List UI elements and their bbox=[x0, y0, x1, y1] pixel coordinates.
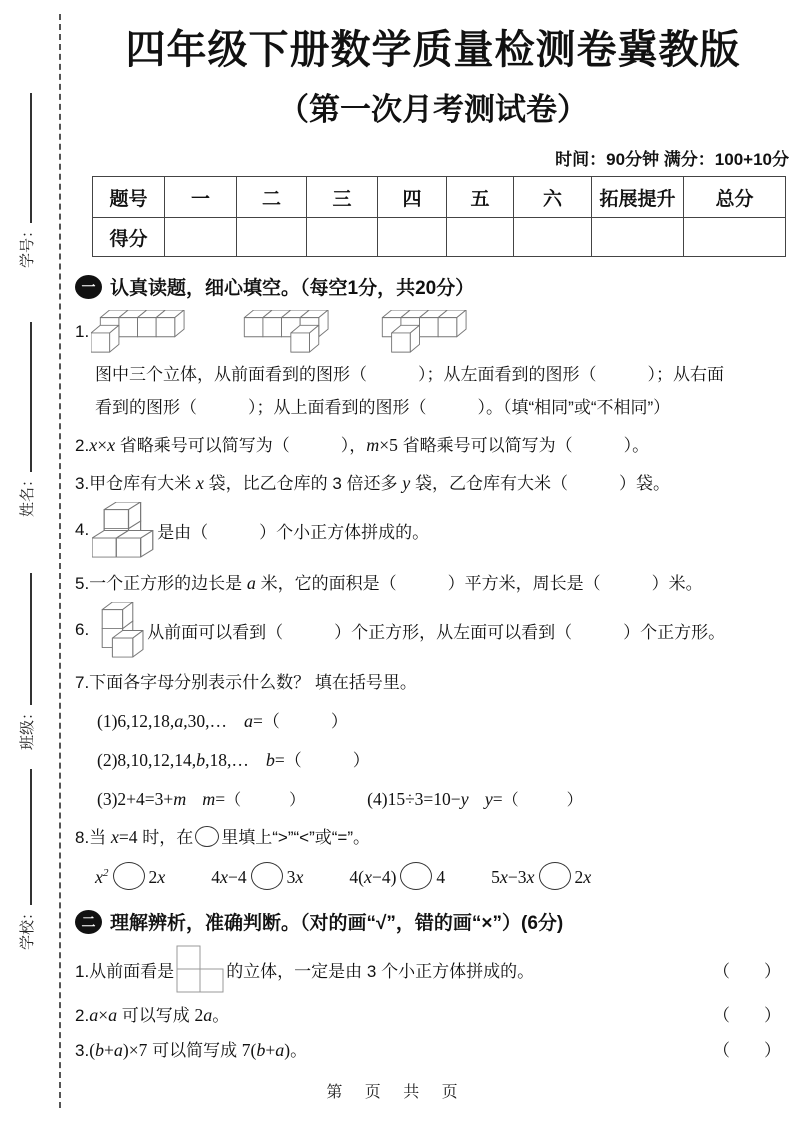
cube-figure-row-front-left bbox=[91, 310, 185, 354]
student-id-label: 学号： bbox=[19, 222, 36, 268]
score-table-header-cell: 拓展提升 bbox=[592, 177, 684, 218]
question7-item3-4-row bbox=[97, 787, 791, 810]
score-cell bbox=[514, 218, 592, 257]
score-table-header-cell: 四 bbox=[378, 177, 447, 218]
judgement3-answer-blank: （ ） bbox=[713, 1041, 781, 1060]
question4-text: 是由（ ）个小正方体拼成的。 bbox=[157, 522, 430, 542]
score-table-score-row bbox=[93, 218, 786, 257]
question4-row bbox=[75, 502, 791, 558]
expression-right: 2x bbox=[574, 867, 592, 887]
score-cell bbox=[447, 218, 514, 257]
section2-number-badge: 二 bbox=[75, 910, 102, 934]
question7-item4: (4)15÷3=10−y y=（ ） bbox=[367, 789, 583, 809]
judgement1-text-post: 的立体，一定是由 3 个小正方体拼成的。 bbox=[226, 961, 535, 981]
question7-item2: (2)8,10,12,14,b,18,… b=（ ） bbox=[97, 750, 370, 770]
question1-text-line1: 图中三个立体，从前面看到的图形（ ）；从左面看到的图形（ ）；从右面 bbox=[95, 365, 724, 384]
page-subtitle: （第一次月考测试卷） bbox=[278, 92, 588, 127]
question1-text-line2: 看到的图形（ ）；从上面看到的图形（ ）。（填“相同”或“不相同”） bbox=[95, 398, 671, 417]
cube-figure-l-shape bbox=[92, 502, 154, 558]
comparison-expression bbox=[211, 862, 303, 890]
expression-right: 3x bbox=[286, 867, 304, 887]
page-title: 四年级下册数学质量检测卷冀教版 bbox=[125, 28, 741, 72]
score-row-label: 得分 bbox=[93, 218, 165, 257]
section1-header bbox=[75, 273, 791, 300]
question8-expressions bbox=[95, 862, 791, 890]
expression-right: 2x bbox=[148, 867, 166, 887]
judgement2-row bbox=[75, 1001, 791, 1026]
student-name-field bbox=[16, 311, 37, 517]
judgement2-text: 2.a×a 可以写成 2a。 bbox=[75, 1005, 230, 1025]
cube-figure-stack bbox=[92, 602, 144, 658]
score-table bbox=[92, 176, 786, 257]
question8-intro: 8.当 x=4 时，在 里填上“>”“<”或“=”。 bbox=[75, 827, 371, 847]
class-blank-line bbox=[17, 573, 32, 705]
class-field bbox=[16, 562, 37, 750]
student-name-label: 姓名： bbox=[19, 471, 36, 517]
expression-right: 4 bbox=[436, 867, 446, 887]
judgement3-text: 3.(b+a)×7 可以简写成 7(b+a)。 bbox=[75, 1040, 308, 1060]
score-cell bbox=[307, 218, 378, 257]
question1-figures bbox=[75, 310, 791, 354]
school-field bbox=[16, 758, 37, 950]
judgement1-row bbox=[75, 945, 791, 993]
comparison-circle bbox=[539, 862, 571, 890]
question5-text: 5.一个正方形的边长是 a 米，它的面积是（ ）平方米，周长是（ ）米。 bbox=[75, 573, 703, 593]
section1-title: 认真读题，细心填空。（每空1分，共20分） bbox=[110, 278, 475, 299]
question6-number: 6. bbox=[75, 620, 90, 639]
question2-text: 2.x×x 省略乘号可以简写为（ ），m×5 省略乘号可以简写为（ ）。 bbox=[75, 435, 650, 455]
comparison-circle bbox=[113, 862, 145, 890]
section2-header bbox=[75, 908, 791, 935]
comparison-expression bbox=[349, 862, 445, 890]
page-footer: 第 页 共 页 bbox=[326, 1084, 467, 1101]
expression-left: $x^2$ bbox=[95, 867, 109, 887]
score-cell bbox=[165, 218, 237, 257]
question1-number: 1. bbox=[75, 322, 90, 341]
question6-row bbox=[75, 602, 791, 658]
judgement2-answer-blank: （ ） bbox=[713, 1006, 781, 1025]
judgement3-row bbox=[75, 1036, 791, 1061]
score-cell bbox=[684, 218, 786, 257]
score-table-header-cell: 题号 bbox=[93, 177, 165, 218]
class-label: 班级： bbox=[19, 704, 36, 750]
section1-number-badge: 一 bbox=[75, 275, 102, 299]
score-table-header-cell: 总分 bbox=[684, 177, 786, 218]
expression-left: 4x−4 bbox=[211, 867, 247, 887]
exam-content bbox=[75, 0, 791, 1061]
cube-figure-row-front-middle bbox=[373, 310, 467, 354]
score-table-header-cell: 五 bbox=[447, 177, 514, 218]
comparison-circle bbox=[400, 862, 432, 890]
judgement1-answer-blank: （ ） bbox=[713, 961, 781, 981]
question4-number: 4. bbox=[75, 520, 90, 539]
comparison-expression bbox=[95, 862, 165, 890]
score-table-header-row bbox=[93, 177, 786, 218]
fold-dashed-line bbox=[59, 14, 61, 1108]
score-table-header-cell: 三 bbox=[307, 177, 378, 218]
score-table-header-cell: 六 bbox=[514, 177, 592, 218]
expression-left: 4(x−4) bbox=[349, 867, 397, 887]
expression-left: 5x−3x bbox=[491, 867, 535, 887]
score-table-header-cell: 二 bbox=[237, 177, 307, 218]
school-blank-line bbox=[17, 769, 32, 905]
student-name-blank-line bbox=[17, 322, 32, 472]
flat-squares-figure bbox=[176, 945, 224, 993]
question7-item3: (3)2+4=3+m m=（ ） bbox=[97, 789, 306, 809]
judgement1-text-pre: 1.从前面看是 bbox=[75, 961, 175, 981]
student-id-blank-line bbox=[17, 93, 32, 223]
student-id-field bbox=[16, 82, 37, 268]
score-table-header-cell: 一 bbox=[165, 177, 237, 218]
comparison-expression bbox=[491, 862, 591, 890]
question7-item1: (1)6,12,18,a,30,… a=（ ） bbox=[97, 711, 348, 731]
question7-title: 7.下面各字母分别表示什么数？ 填在括号里。 bbox=[75, 673, 417, 692]
school-label: 学校： bbox=[19, 904, 36, 950]
question6-text: 从前面可以看到（ ）个正方形，从左面可以看到（ ）个正方形。 bbox=[147, 622, 726, 642]
score-cell bbox=[592, 218, 684, 257]
cube-figure-row-front-right bbox=[235, 310, 329, 354]
score-cell bbox=[237, 218, 307, 257]
comparison-circle bbox=[251, 862, 283, 890]
score-cell bbox=[378, 218, 447, 257]
question3-text: 3.甲仓库有大米 x 袋，比乙仓库的 3 倍还多 y 袋，乙仓库有大米（ ）袋。 bbox=[75, 473, 670, 493]
section2-title: 理解辨析，准确判断。（对的画“√”，错的画“×”）(6分) bbox=[110, 913, 564, 934]
time-score-info: 时间：90分钟 满分：100+10分 bbox=[555, 150, 789, 169]
